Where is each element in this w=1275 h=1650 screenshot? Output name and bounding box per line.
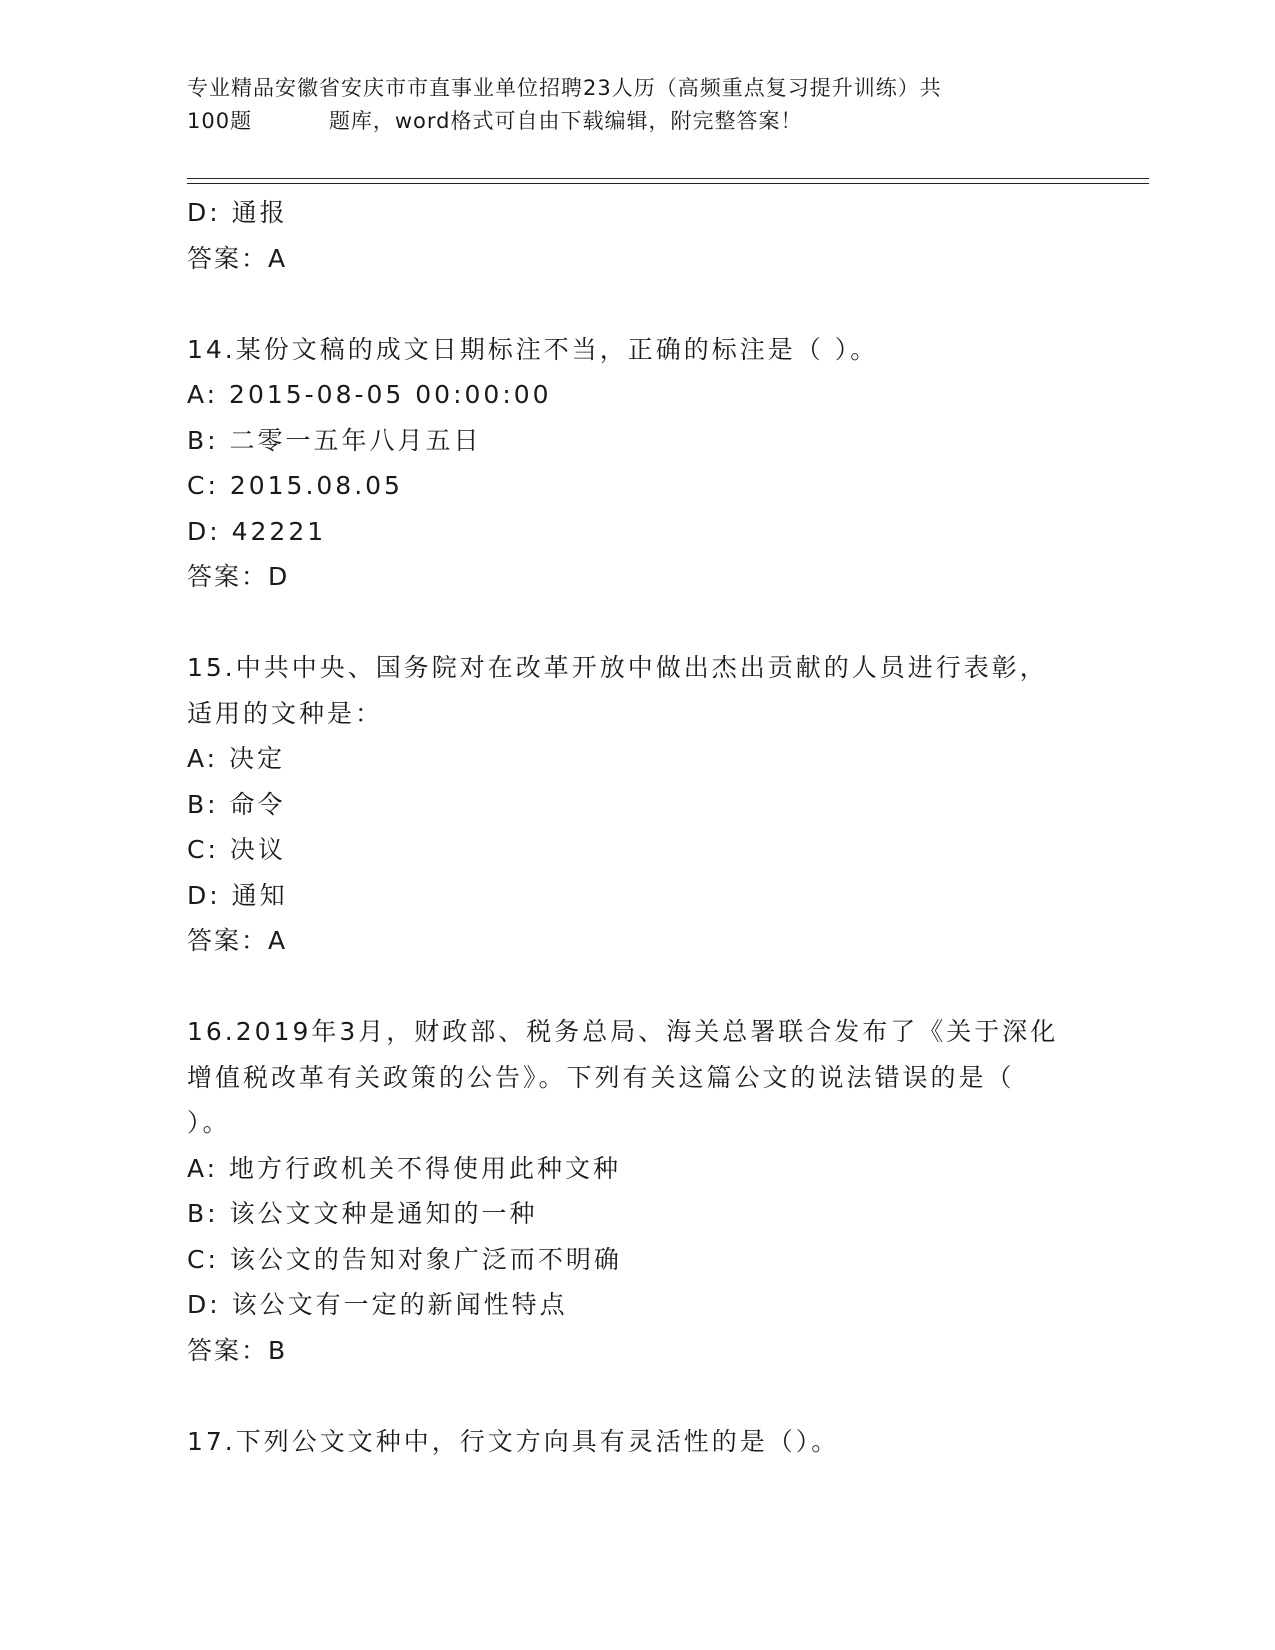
header-divider-bottom bbox=[187, 183, 1149, 184]
prev-question-answer: 答案：A bbox=[187, 243, 288, 273]
question-14-option-d: D: 42221 bbox=[187, 516, 327, 546]
question-17 bbox=[187, 1419, 1107, 1465]
question-15-option-b: B: 命令 bbox=[187, 789, 286, 819]
prev-question-option-d: D: 通报 bbox=[187, 198, 288, 227]
question-15-text-line2: 适用的文种是： bbox=[187, 698, 384, 728]
question-15-answer: 答案：A bbox=[187, 926, 288, 955]
document-body bbox=[187, 190, 1107, 1464]
document-header bbox=[187, 72, 1067, 138]
question-16-option-b: B: 该公文文种是通知的一种 bbox=[187, 1199, 538, 1228]
question-15 bbox=[187, 645, 1107, 964]
question-14-answer: 答案：D bbox=[187, 562, 290, 591]
header-title-line1: 专业精品安徽省安庆市市直事业单位招聘23人历（高频重点复习提升训练）共 bbox=[187, 76, 942, 100]
question-15-option-a: A: 决定 bbox=[187, 744, 286, 773]
header-title-line2: 100题 题库，word格式可自由下载编辑，附完整答案！ bbox=[187, 109, 803, 133]
question-15-option-c: C: 决议 bbox=[187, 835, 286, 864]
question-16-option-c: C: 该公文的告知对象广泛而不明确 bbox=[187, 1244, 622, 1274]
question-16 bbox=[187, 1009, 1107, 1373]
question-14-text: 14.某份文稿的成文日期标注不当，正确的标注是（ ）。 bbox=[187, 334, 879, 364]
question-16-answer: 答案：B bbox=[187, 1335, 288, 1365]
question-14-option-a: A: 2015-08-05 00:00:00 bbox=[187, 380, 552, 409]
question-16-option-a: A: 地方行政机关不得使用此种文种 bbox=[187, 1153, 622, 1183]
question-16-text-line2: 增值税改革有关政策的公告》。下列有关这篇公文的说法错误的是（ bbox=[187, 1062, 1015, 1092]
question-14-option-c: C: 2015.08.05 bbox=[187, 471, 403, 500]
question-16-text-line3: ）。 bbox=[187, 1108, 231, 1137]
question-16-option-d: D: 该公文有一定的新闻性特点 bbox=[187, 1290, 568, 1319]
question-14 bbox=[187, 327, 1107, 600]
question-15-option-d: D: 通知 bbox=[187, 880, 288, 910]
question-14-option-b: B: 二零一五年八月五日 bbox=[187, 425, 482, 455]
question-15-text-line1: 15.中共中央、国务院对在改革开放中做出杰出贡献的人员进行表彰， bbox=[187, 653, 1048, 682]
header-divider-top bbox=[187, 178, 1149, 179]
question-16-text-line1: 16.2019年3月，财政部、税务总局、海关总署联合发布了《关于深化 bbox=[187, 1017, 1059, 1046]
question-17-text: 17.下列公文文种中，行文方向具有灵活性的是（）。 bbox=[187, 1426, 840, 1456]
